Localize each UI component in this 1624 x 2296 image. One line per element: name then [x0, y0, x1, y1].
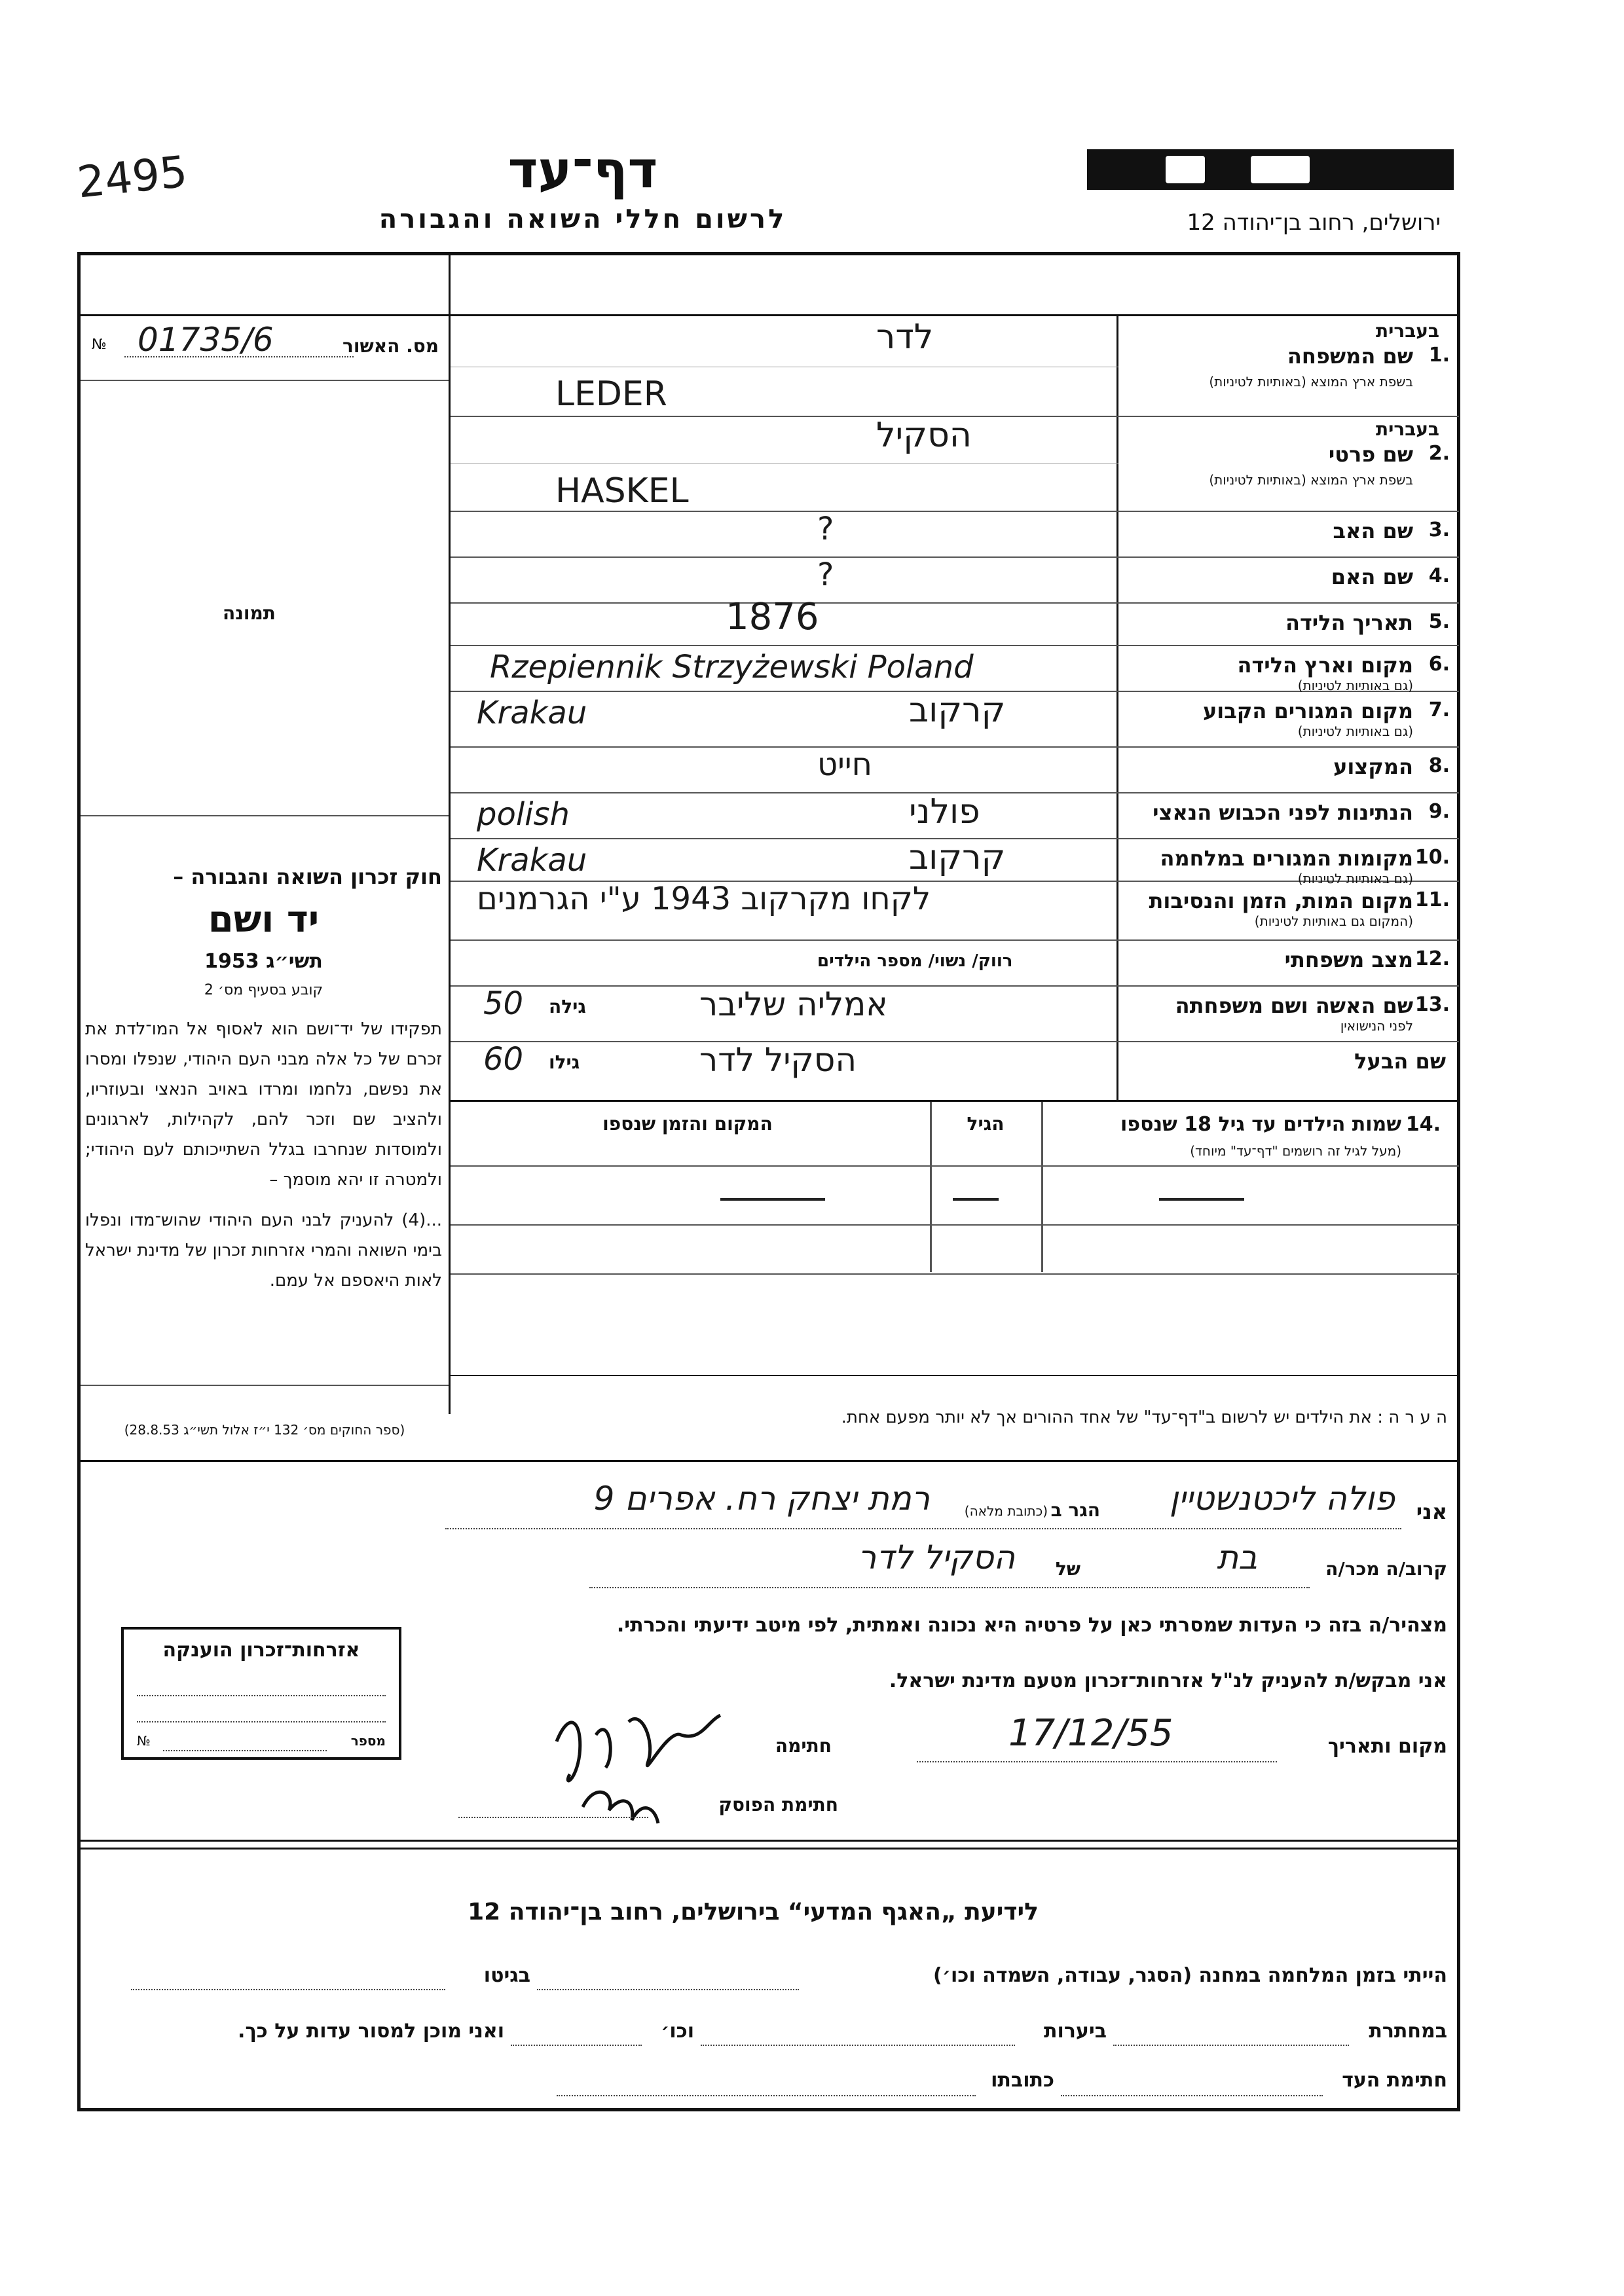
field-row-14: [451, 1041, 1459, 1100]
age-label: גילה: [549, 996, 586, 1017]
age-label: גילו: [549, 1051, 580, 1073]
field-lang-label: בעברית: [1375, 418, 1439, 440]
children-dash-age: [953, 1198, 999, 1201]
children-sublabel: (מעל לגיל זה רושמים "דף־עד" מיוחד): [1190, 1143, 1401, 1159]
witness-name: פולה ליכטנשטיין: [1169, 1480, 1395, 1518]
photo-label: תמונה: [223, 602, 276, 624]
field-label: המקצוע: [1333, 754, 1413, 779]
footer-line-1: [98, 1958, 1447, 1997]
field-row-4: [451, 556, 1459, 602]
field-number: 8.: [1428, 754, 1450, 777]
field-row-12: [451, 939, 1459, 985]
field-label: שם האם: [1331, 564, 1413, 589]
field-row-11: [451, 881, 1459, 939]
children-label: שמות הילדים עד גיל 18 שנספו: [1120, 1113, 1401, 1136]
law-text: [85, 864, 442, 1296]
field-number: 7.: [1428, 699, 1450, 721]
witness-of-label: של: [1055, 1558, 1080, 1580]
field-value: ?: [817, 556, 834, 593]
field-value: Rzepiennik Strzyżewski Poland: [490, 649, 974, 685]
logo-block: [1087, 149, 1454, 190]
field-label: שם פרטי: [1328, 442, 1413, 467]
law-paragraph-2: ...(4) להעניק לבני העם היהודי שהוש־מדו ונפלו בימי השואה והמרי אזרחות זכרון של מדינת ישראל לאות היאספם אל עמם.: [85, 1211, 442, 1290]
field-value: ?: [817, 511, 834, 547]
children-dash-name: [1159, 1198, 1244, 1201]
place-date-label: מקום ותאריך: [1327, 1735, 1447, 1758]
field-label: שם המשפחה: [1287, 344, 1413, 369]
field-value: הסקיל לדר: [699, 1041, 857, 1079]
citizenship-number-label: מספר: [350, 1733, 386, 1749]
field-sublabel: (גם באותיות לטיניות): [1297, 871, 1413, 886]
footer-witness-signature-label: חתימת העד: [1342, 2069, 1447, 2092]
field-row-13: [451, 985, 1459, 1041]
footer-ghetto-label: בגיטו: [483, 1964, 530, 1987]
law-paragraph-1: תפקידו של יד־ושם הוא לאסוף אל המו־לדת את זכרם של כל אלה מבני העם היהודי, שנפלו ומסרו את נפשם, נלחמו ומרדו באויב הנאצי ובעוזריו, ולהציב שם וזכר להם, לקהילות, לארגונים ולמוסדות שנחרבו בגלל השתייכותם לעם היהודי; ולמטרה זו יהא מוסמך –: [85, 1019, 442, 1190]
children-col-place: המקום והזמן שנספו: [602, 1113, 773, 1135]
field-label: מקום וארץ הלידה: [1237, 653, 1413, 678]
field-number: 2.: [1428, 442, 1450, 465]
footer-line-2: [98, 2013, 1447, 2052]
field-value: חייט: [817, 746, 872, 783]
field-sublabel: (גם באותיות לטיניות): [1297, 723, 1413, 739]
field-number: 11.: [1414, 888, 1450, 911]
approval-field: מס. האשור 01735/6 №: [92, 321, 439, 359]
note: ה ע ר ה : את הילדים יש לרשום ב"דף־עד" של אחד ההורים אך לא יותר מפעם אחת.: [841, 1408, 1447, 1427]
field-value: אמליה שליבר: [699, 985, 888, 1023]
field-label: מקום המות, הזמן והנסיבות: [1149, 888, 1413, 913]
witness-date: 17/12/55: [1008, 1712, 1173, 1755]
field-value-hebrew: הסקיל: [876, 416, 972, 455]
footer-underground-label: במחתרת: [1369, 2020, 1447, 2043]
field-value: לקחו מקרקוב 1943 ע"י הגרמנים: [477, 881, 931, 917]
field-value-latin: polish: [477, 796, 570, 833]
field-sublabel: בשפת ארץ המוצא (באותיות לטיניות): [1209, 374, 1413, 390]
field-label: מקום המגורים הקבוע: [1202, 699, 1413, 723]
address: ירושלים, רחוב בן־יהודה 12: [1187, 210, 1441, 236]
field-sublabel: (גם באותיות לטיניות): [1297, 678, 1413, 693]
footer-testify-label: ואני מוכן למסור עדות על כך.: [238, 2020, 504, 2043]
field-label: שם הבעל: [1354, 1049, 1446, 1074]
field-value-latin: Krakau: [477, 695, 587, 731]
field-value-latin: LEDER: [555, 374, 667, 414]
witness-of-name: הסקיל לדר: [857, 1539, 1015, 1576]
witness-line-1: [426, 1473, 1447, 1532]
witness-relation: בת: [1217, 1539, 1257, 1576]
footer-etc-label: וכו׳: [661, 2020, 694, 2043]
field-label: מקומות המגורים במלחמה: [1160, 846, 1413, 871]
witness-resident-label: הגר ב: [1050, 1499, 1100, 1521]
field-value-hebrew: פולני: [909, 792, 980, 831]
field-label: מצב משפחתי: [1284, 947, 1413, 972]
field-sublabel: (המקום גם באותיות לטיניות): [1254, 913, 1413, 929]
law-heading: חוק זכרון השואה והגבורה –: [173, 864, 442, 889]
field-row-10: [451, 838, 1459, 886]
footer-heading: לידיעת „האגף המדעי“ בירושלים, רחוב בן־יהודה 12: [468, 1899, 1039, 1925]
field-label: תאריך הלידה: [1285, 610, 1413, 635]
form-title: דף־עד: [507, 141, 658, 200]
field-row-1: [451, 318, 1459, 416]
footer-address-label: כתובתו: [991, 2069, 1054, 2092]
field-row-7: [451, 691, 1459, 746]
citizenship-box: אזרחות־זכרון הוענקה מספר №: [121, 1627, 401, 1760]
decider-label: חתימת הפוסק: [718, 1794, 838, 1815]
field-number: 9.: [1428, 800, 1450, 823]
field-label: הנתינות לפני הכבוש הנאצי: [1153, 800, 1413, 825]
field-sublabel: לפני הנישואין: [1340, 1018, 1413, 1034]
field-label: שם האשה ושם משפחתה: [1175, 993, 1413, 1018]
field-lang-label: בעברית: [1375, 320, 1439, 342]
field-row-2: [451, 416, 1459, 511]
approval-label: מס. האשור: [342, 335, 439, 357]
form-subtitle: לרשום חללי השואה והגבורה: [378, 204, 787, 234]
corner-number: 2495: [75, 146, 190, 208]
field-number: 1.: [1428, 344, 1450, 367]
field-row-9: [451, 792, 1459, 838]
law-name: יד ושם: [208, 898, 320, 941]
field-sublabel: בשפת ארץ המוצא (באותיות לטיניות): [1209, 472, 1413, 488]
field-number: 4.: [1428, 564, 1450, 587]
field-value-latin: Krakau: [477, 842, 587, 879]
witness-relation-label: קרוב/ה מכר/ה: [1325, 1558, 1447, 1580]
field-value-hebrew: קרקוב: [909, 691, 1006, 730]
field-number: 10.: [1414, 846, 1450, 869]
field-number: 6.: [1428, 653, 1450, 676]
footer-camp-label: הייתי בזמן המלחמה במחנה (הסגר, עבודה, השמדה וכו׳): [933, 1964, 1447, 1987]
field-value-hebrew: לדר: [876, 318, 934, 357]
field-row-3: [451, 511, 1459, 556]
field-value-hebrew: קרקוב: [909, 838, 1006, 877]
witness-line-2: [426, 1539, 1447, 1591]
field-value: רווק/ נשוי/ מספר הילדים: [817, 951, 1013, 971]
footer-line-3: [98, 2069, 1447, 2108]
law-clause: קובע בסעיף מס׳ 2: [204, 982, 323, 998]
field-number: 12.: [1414, 947, 1450, 970]
signature-label: חתימה: [775, 1735, 832, 1757]
field-row-8: [451, 746, 1459, 792]
footer-forests-label: ביערות: [1044, 2020, 1107, 2043]
field-row-6: [451, 645, 1459, 691]
law-reference: (ספר החוקים מס׳ 132 י״ז אלול תשי״ג 28.8.53): [124, 1422, 405, 1438]
age-value: 50: [483, 985, 524, 1022]
law-year: תשי״ג 1953: [204, 950, 323, 973]
field-number: 13.: [1414, 993, 1450, 1016]
children-dash-place: [720, 1198, 825, 1201]
witness-address: רמת יצחק רח. אפרים 9: [593, 1480, 930, 1518]
approval-number: 01735/6: [138, 321, 274, 359]
children-number: 14.: [1405, 1113, 1441, 1136]
witness-i-label: אני: [1416, 1499, 1447, 1524]
field-row-5: [451, 596, 1459, 645]
field-value: 1876: [726, 596, 819, 638]
witness-resident-hint: (כתובת מלאה): [964, 1503, 1048, 1519]
field-number: 5.: [1428, 610, 1450, 633]
field-label: שם האב: [1333, 519, 1413, 543]
age-value: 60: [483, 1041, 524, 1078]
witness-request: אני מבקש/ת להעניק לנ"ל אזרחות־זכרון מטעם מדינת ישראל.: [889, 1669, 1447, 1692]
children-col-age: הגיל: [967, 1113, 1005, 1135]
field-value-latin: HASKEL: [555, 471, 689, 511]
citizenship-title: אזרחות־זכרון הוענקה: [162, 1639, 360, 1662]
witness-declaration: מצהיר/ה בזה כי העדות שמסרתי כאן על פרטיה היא נכונה ואמתית, לפי מיטב ידיעתי והכרתי.: [616, 1614, 1447, 1637]
field-number: 3.: [1428, 519, 1450, 541]
